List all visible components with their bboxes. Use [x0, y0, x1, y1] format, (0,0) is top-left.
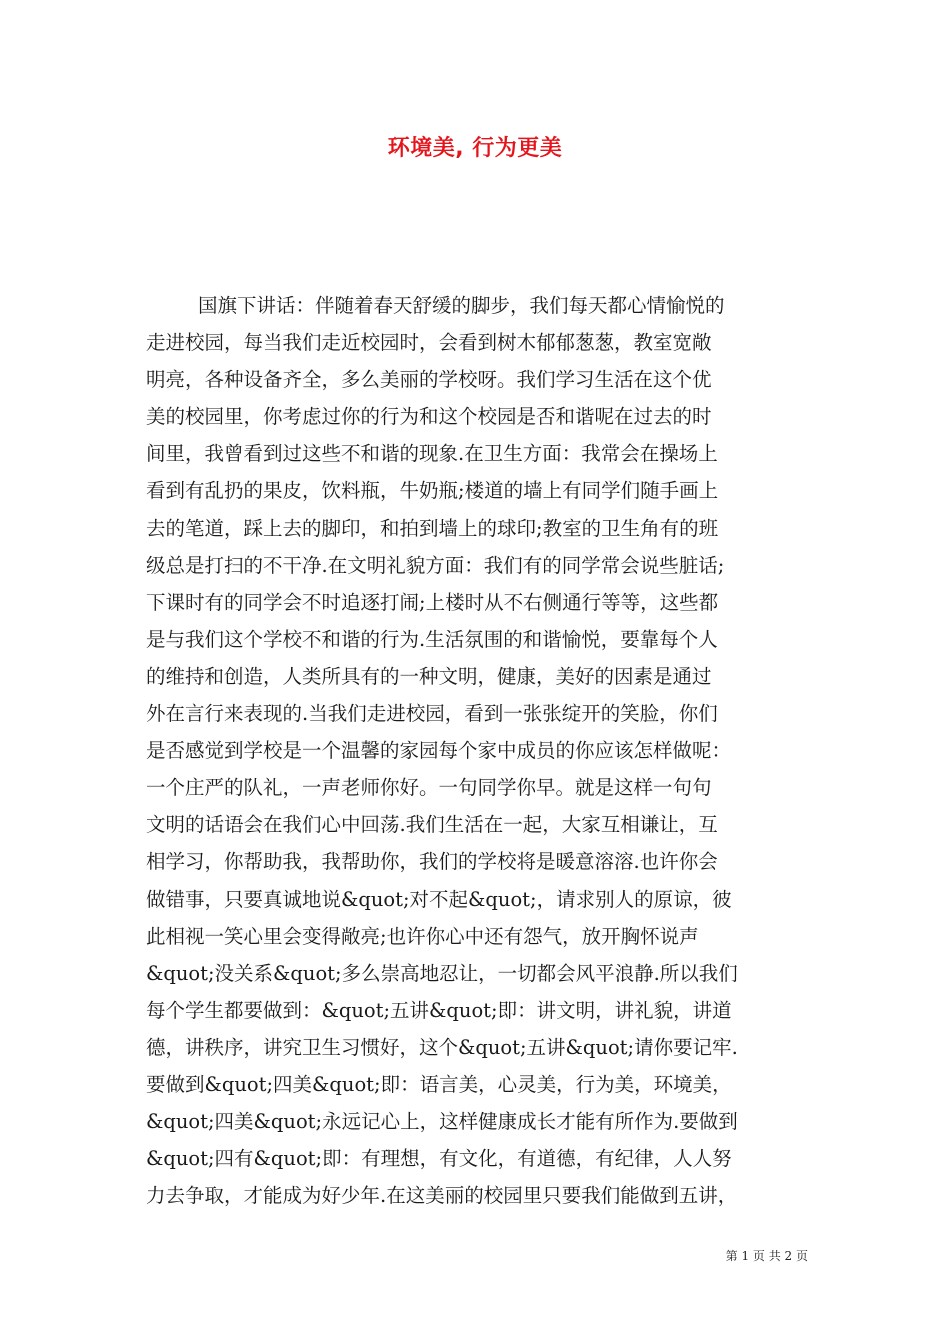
text-line: 是否感觉到学校是一个温馨的家园每个家中成员的你应该怎样做呢： — [146, 739, 732, 763]
text-line: &quot;四美&quot;永远记心上，这样健康成长才能有所作为.要做到 — [146, 1110, 738, 1134]
text-line: 国旗下讲话：伴随着春天舒缓的脚步，我们每天都心情愉悦的 — [198, 294, 725, 317]
text-line: 下课时有的同学会不时追逐打闹;上楼时从不右侧通行等等，这些都 — [146, 590, 719, 614]
text-line: 看到有乱扔的果皮，饮料瓶，牛奶瓶;楼道的墙上有同学们随手画上 — [146, 479, 719, 503]
text-line: 明亮，各种设备齐全，多么美丽的学校呀。我们学习生活在这个优 — [146, 368, 712, 392]
text-line: 力去争取，才能成为好少年.在这美丽的校园里只要我们能做到五讲， — [146, 1184, 738, 1208]
text-line: 去的笔道，踩上去的脚印，和拍到墙上的球印;教室的卫生角有的班 — [146, 516, 719, 540]
text-line: 的维持和创造，人类所具有的一种文明，健康，美好的因素是通过 — [146, 664, 712, 688]
text-line: 文明的话语会在我们心中回荡.我们生活在一起，大家互相谦让，互 — [146, 813, 718, 837]
text-line: 外在言行来表现的.当我们走进校园，看到一张张绽开的笑脸，你们 — [146, 702, 718, 726]
document-title: 环境美, 行为更美 — [387, 136, 563, 161]
text-line: &quot;四有&quot;即：有理想，有文化，有道德，有纪律，人人努 — [146, 1147, 732, 1171]
text-line: 做错事，只要真诚地说&quot;对不起&quot;，请求别人的原谅，彼 — [146, 887, 732, 911]
text-line: 德，讲秩序，讲究卫生习惯好，这个&quot;五讲&quot;请你要记牢. — [146, 1035, 738, 1059]
text-line: 要做到&quot;四美&quot;即：语言美，心灵美，行为美，环境美， — [146, 1072, 732, 1096]
text-line: 美的校园里，你考虑过你的行为和这个校园是否和谐呢在过去的时 — [146, 405, 712, 429]
text-line: 是与我们这个学校不和谐的行为.生活氛围的和谐愉悦，要靠每个人 — [146, 627, 718, 651]
text-line: 间里，我曾看到过这些不和谐的现象.在卫生方面：我常会在操场上 — [146, 442, 718, 466]
body-paragraph — [146, 287, 810, 1214]
text-line: 一个庄严的队礼，一声老师你好。一句同学你早。就是这样一句句 — [146, 776, 712, 800]
text-line: 每个学生都要做到：&quot;五讲&quot;即：讲文明，讲礼貌，讲道 — [146, 998, 732, 1022]
text-line: 此相视一笑心里会变得敞亮;也许你心中还有怨气，放开胸怀说声 — [146, 924, 699, 948]
text-line: &quot;没关系&quot;多么崇高地忍让，一切都会风平浪静.所以我们 — [146, 961, 738, 985]
page-number: 第 1 页 共 2 页 — [725, 1249, 808, 1263]
text-line: 级总是打扫的不干净.在文明礼貌方面：我们有的同学常会说些脏话; — [146, 553, 725, 577]
text-line: 走进校园，每当我们走近校园时，会看到树木郁郁葱葱，教室宽敞 — [146, 331, 712, 355]
text-line: 相学习，你帮助我，我帮助你，我们的学校将是暖意溶溶.也许你会 — [146, 850, 718, 874]
